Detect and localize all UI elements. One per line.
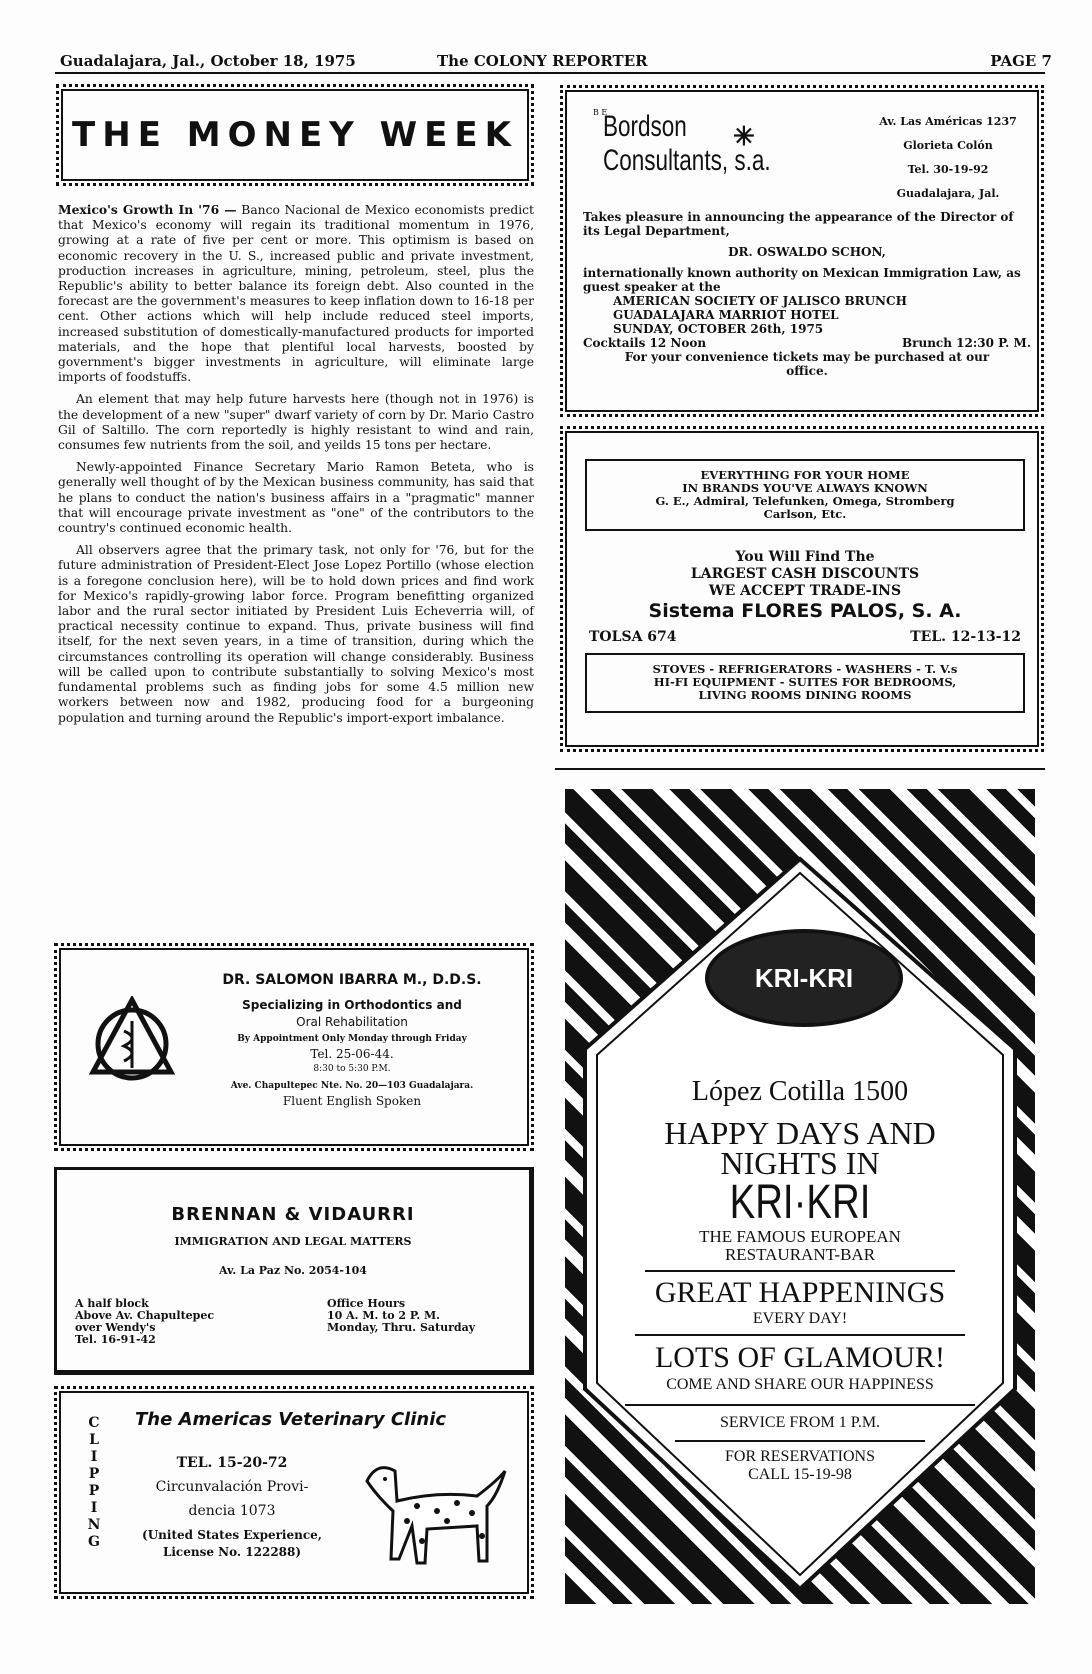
specialty: Oral Rehabilitation [296, 1015, 408, 1029]
paragraph: An element that may help future harvests here (though not in 1976) is the development of a new "super" dwarf variety of corn by Dr. Mario Castro Gil of Saltillo. The corn reportedly is highly resistant to wind and rain, consumes few nutrients from the soil, and yeilds 15 tons per hectare. [58, 392, 534, 453]
store-name: Sistema FLORES PALOS, S. A. [648, 600, 962, 622]
dateline: Guadalajara, Jal., October 18, 1975 [60, 52, 356, 70]
phone: TEL. 15-20-72 [176, 1455, 288, 1471]
hours: 8:30 to 5:30 P.M. [313, 1064, 391, 1074]
header-rule [55, 72, 1045, 74]
dentist-name: DR. SALOMON IBARRA M., D.D.S. [222, 972, 482, 988]
description: RESTAURANT-BAR [645, 1246, 955, 1272]
ad-line: IN BRANDS YOU'VE ALWAYS KNOWN [682, 481, 928, 495]
venue: GUADALAJARA MARRIOT HOTEL [613, 308, 839, 322]
brands: Carlson, Etc. [763, 507, 847, 521]
date: SUNDAY, OCTOBER 26th, 1975 [613, 322, 824, 336]
logo-initials: B E [593, 108, 608, 117]
dentist-ad [54, 943, 534, 1151]
vet-clinic-ad [54, 1386, 534, 1599]
logo-text: Bordson [603, 110, 687, 143]
description: THE FAMOUS EUROPEAN [699, 1227, 901, 1246]
page-number: PAGE 7 [990, 52, 1052, 70]
brennan-vidaurri-ad [54, 1167, 534, 1375]
address: dencia 1073 [188, 1503, 276, 1519]
hours: Office Hours [327, 1297, 406, 1310]
kri-kri-emblem [705, 929, 903, 1027]
bordson-consultants-ad [560, 85, 1044, 417]
location: Above Av. Chapultepec [75, 1309, 215, 1322]
divider [555, 768, 1045, 770]
experience: (United States Experience, [142, 1528, 322, 1542]
caduceus-triangle-icon [87, 996, 177, 1086]
slogan: COME AND SHARE OUR HAPPINESS [625, 1376, 975, 1406]
products: STOVES - REFRIGERATORS - WASHERS - T. V.s [652, 662, 958, 676]
paper-name: The COLONY REPORTER [437, 52, 648, 70]
address: Glorieta Colón [903, 139, 993, 152]
column-title: THE MONEY WEEK [72, 115, 518, 155]
appointment: By Appointment Only Monday through Friday [237, 1034, 467, 1044]
address: Circunvalación Provi- [155, 1479, 309, 1495]
phone: Tel. 25-06-44. [310, 1047, 394, 1061]
phone: Tel. 30-19-92 [907, 163, 989, 176]
slogan: EVERY DAY! [635, 1310, 965, 1336]
service-hours: SERVICE FROM 1 P.M. [675, 1414, 925, 1442]
announcement: Takes pleasure in announcing the appearance of the Director of its Legal Department, [583, 210, 1014, 238]
language-note: Fluent English Spoken [282, 1094, 422, 1108]
reservations: FOR RESERVATIONS [724, 1448, 875, 1465]
tickets-note: For your convenience tickets may be purchased at our office. [624, 350, 990, 378]
slogan: LOTS OF GLAMOUR! [654, 1341, 945, 1374]
slogan: GREAT HAPPENINGS [654, 1276, 946, 1309]
dalmatian-dog-icon [357, 1451, 507, 1571]
brunch-time: Brunch 12:30 P. M. [902, 336, 1031, 350]
address: López Cotilla 1500 [691, 1076, 909, 1107]
logo-text: Consultants, s.a. [603, 144, 771, 177]
paragraph: Banco Nacional de Mexico economists predict that Mexico's economy will regain its traditional momentum in 1976, growing at a rate of five per cent or more. This optimism is based on economic recovery in the U. S., increased public and private investment, production increases in agriculture, mining, petroleum, steel, plus the Republic's ability to better balance its foreign debt. Also counted in the forecast are the government's measures to keep inflation down to 16-18 per cent. Other actions which will help include reduced steel imports, increased substitution of domestically-manufactured products for imported materials, and the hope that plentiful local harvests, boosted by government's bigger investments in agriculture, will eliminate large imports of foodstuffs. [58, 203, 534, 385]
phone: TEL. 12-13-12 [910, 629, 1021, 645]
location: A half block [75, 1297, 149, 1310]
money-week-article [58, 202, 534, 733]
article-lead: Mexico's Growth In '76 — [58, 202, 237, 217]
asterisk-icon: ✳ [733, 122, 755, 152]
ad-line: WE ACCEPT TRADE-INS [708, 583, 902, 599]
specialty: Specializing in Orthodontics and [242, 998, 462, 1012]
restaurant-name: KRI·KRI [729, 1176, 871, 1229]
clinic-name: The Americas Veterinary Clinic [135, 1409, 447, 1430]
ad-line: EVERYTHING FOR YOUR HOME [700, 468, 910, 482]
emblem-text: KRI-KRI [754, 962, 854, 993]
speaker-description: internationally known authority on Mexican Immigration Law, as guest speaker at the [583, 266, 1021, 294]
cocktails-time: Cocktails 12 Noon [583, 336, 707, 350]
event: AMERICAN SOCIETY OF JALISCO BRUNCH [613, 294, 907, 308]
phone: Tel. 16-91-42 [75, 1333, 156, 1346]
ad-line: You Will Find The [735, 549, 875, 565]
firm-services: IMMIGRATION AND LEGAL MATTERS [174, 1235, 412, 1248]
firm-name: BRENNAN & VIDAURRI [171, 1204, 415, 1225]
location: over Wendy's [75, 1321, 156, 1334]
hours: Monday, Thru. Saturday [327, 1321, 476, 1334]
speaker-name: DR. OSWALDO SCHON, [728, 245, 886, 259]
kri-kri-ad [565, 789, 1035, 1604]
license: License No. 122288) [162, 1545, 302, 1559]
address: Av. La Paz No. 2054-104 [219, 1264, 367, 1277]
city: Guadalajara, Jal. [896, 187, 1000, 200]
address: Ave. Chapultepec Nte. No. 20—103 Guadalajara. [230, 1081, 474, 1091]
ad-line: LARGEST CASH DISCOUNTS [690, 566, 920, 582]
clipping-label: CLIPPING [87, 1415, 101, 1550]
flores-palos-ad [560, 426, 1044, 752]
money-week-title-box [56, 84, 534, 186]
headline: NIGHTS IN [720, 1145, 880, 1181]
paragraph: Newly-appointed Finance Secretary Mario Ramon Beteta, who is generally well thought of by the Mexican business community, has said that he plans to conduct the nation's business affairs in a "pragmatic" manner that will encourage private investment as "one" of the contributors to the country's continued economic health. [58, 460, 534, 536]
address: TOLSA 674 [589, 629, 677, 645]
products: LIVING ROOMS DINING ROOMS [698, 688, 912, 702]
headline: HAPPY DAYS AND [664, 1115, 936, 1151]
brands: G. E., Admiral, Telefunken, Omega, Stromberg [655, 494, 955, 508]
hours: 10 A. M. to 2 P. M. [327, 1309, 441, 1322]
paragraph: All observers agree that the primary task, not only for '76, but for the future administration of President-Elect Jose Lopez Portillo (whose election is a foregone conclusion here), will be to hold down prices and find work for Mexico's rapidly-growing labor force. Program benefitting organized labor and the rural sector initiated by President Luis Echeverria will, of practical necessity continue to expand. Thus, private business will find itself, for the next seven years, in a time of transition, during which the circumstances controlling its operation will change considerably. Business will be called upon to contribute substantially to solving Mexico's most fundamental problems such as finding jobs for some 4.5 million new workers between now and 1982, producing food for a burgeoning population and turning around the Republic's import-export imbalance. [58, 543, 534, 725]
products: HI-FI EQUIPMENT - SUITES FOR BEDROOMS, [653, 675, 957, 689]
reservations-phone: CALL 15-19-98 [748, 1466, 852, 1483]
address: Av. Las Américas 1237 [879, 115, 1017, 128]
